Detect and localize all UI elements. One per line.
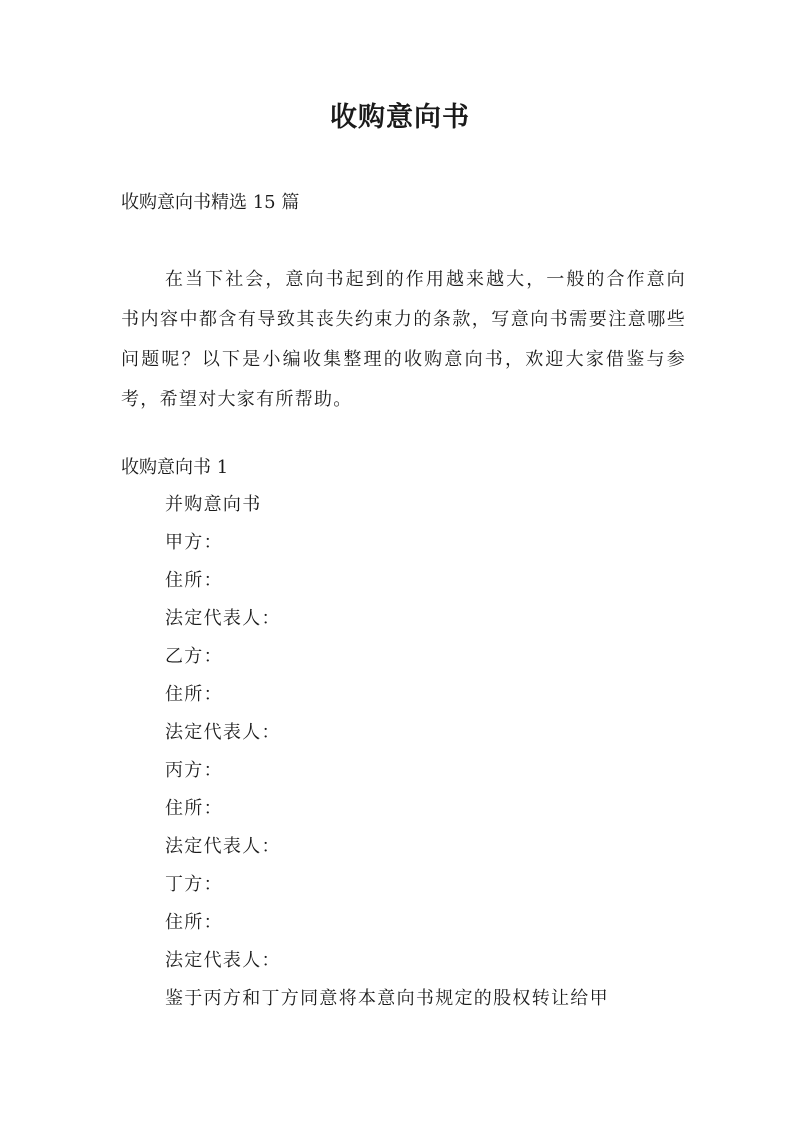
- body-line: 乙方：: [165, 646, 223, 667]
- body-line: 甲方：: [165, 532, 223, 553]
- body-line: 法定代表人：: [165, 722, 281, 743]
- intro-paragraph: 在当下社会，意向书起到的作用越来越大，一般的合作意向书内容中都含有导致其丧失约束力的条款，写意向书需要注意哪些问题呢？以下是小编收集整理的收购意向书，欢迎大家借鉴与参考，希望对大家有所帮助。: [121, 269, 686, 410]
- body-line: 住所：: [165, 798, 223, 819]
- body-line: 法定代表人：: [165, 836, 281, 857]
- body-line: 丙方：: [165, 760, 223, 781]
- section-heading: 收购意向书 1: [121, 457, 229, 478]
- body-line: 法定代表人：: [165, 950, 281, 971]
- document-title: 收购意向书: [330, 102, 470, 133]
- body-lines: [165, 486, 695, 1018]
- document-subtitle: 收购意向书精选 15 篇: [121, 192, 300, 213]
- body-line: 丁方：: [165, 874, 223, 895]
- body-line: 住所：: [165, 912, 223, 933]
- body-line: 住所：: [165, 684, 223, 705]
- body-line: 住所：: [165, 570, 223, 591]
- body-line: 鉴于丙方和丁方同意将本意向书规定的股权转让给甲: [165, 988, 609, 1009]
- body-line: 并购意向书: [165, 494, 262, 515]
- body-line: 法定代表人：: [165, 608, 281, 629]
